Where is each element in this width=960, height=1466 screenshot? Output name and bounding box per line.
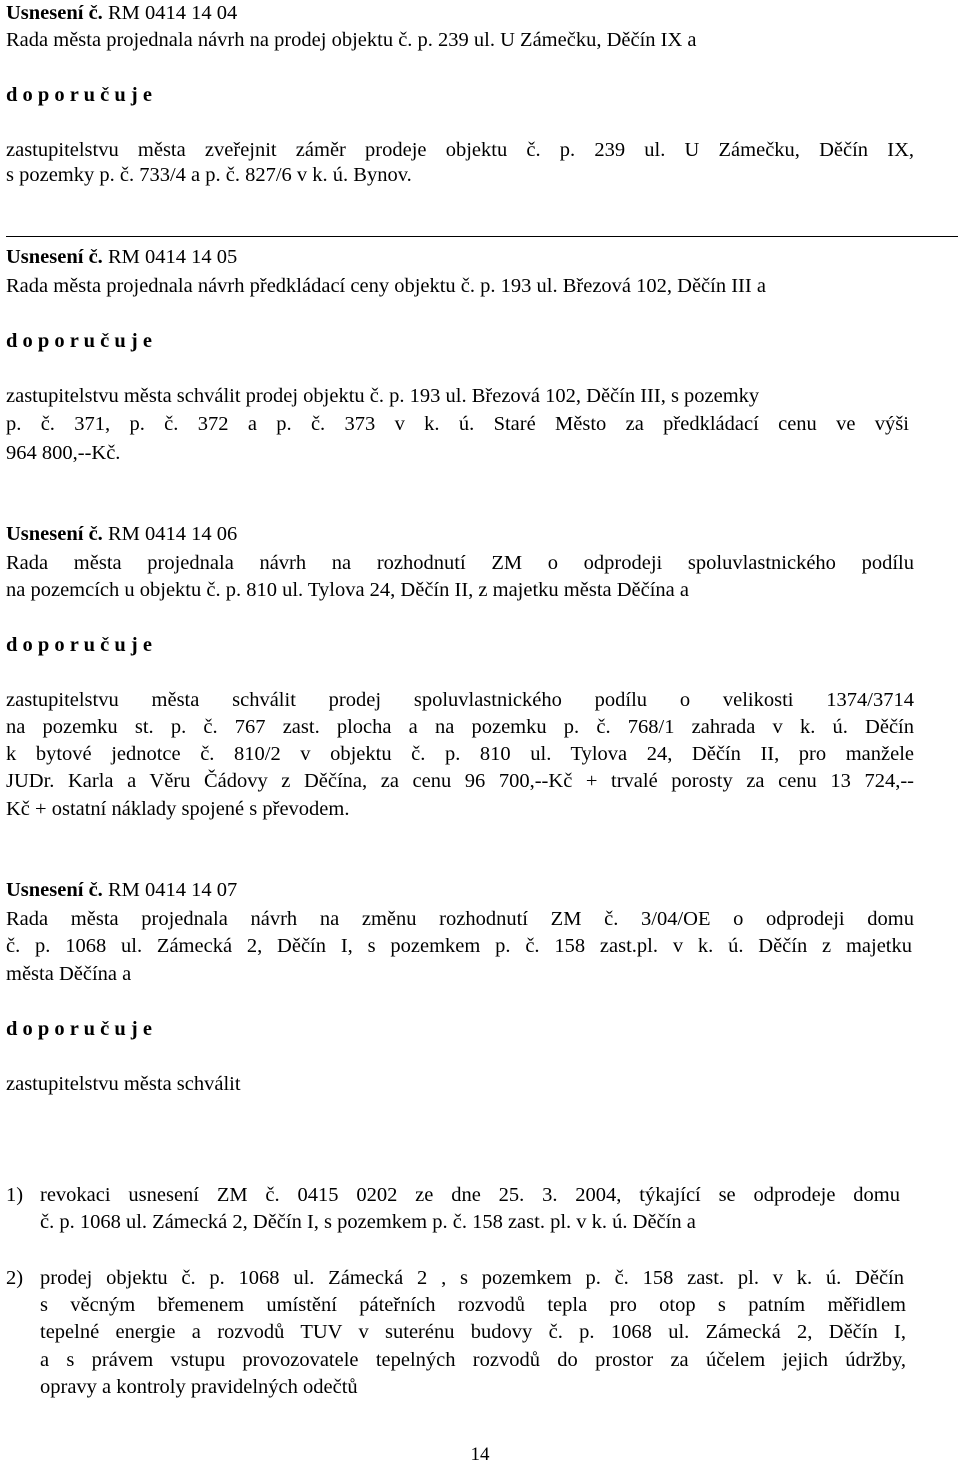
resolution-body-line: zastupitelstvu města schválit prodej spoluvlastnického podílu o velikosti 1374/3714 bbox=[6, 689, 914, 711]
resolution-intro: města Děčína a bbox=[6, 963, 132, 985]
resolution-intro: č. p. 1068 ul. Zámecká 2, Děčín I, s pozemkem p. č. 158 zast.pl. v k. ú. Děčín z majetku bbox=[6, 935, 912, 957]
resolution-heading bbox=[6, 3, 237, 24]
resolution-number: RM 0414 14 04 bbox=[107, 2, 238, 24]
resolution-label: Usnesení č. bbox=[6, 879, 103, 901]
list-item-line: revokaci usnesení ZM č. 0415 0202 ze dne 25. 3. 2004, týkající se odprodeje domu bbox=[40, 1184, 900, 1206]
section-divider bbox=[6, 236, 958, 237]
resolution-body-line: zastupitelstvu města schválit prodej objektu č. p. 193 ul. Březová 102, Děčín III, s pozemky bbox=[6, 385, 760, 407]
resolution-intro: Rada města projednala návrh na rozhodnutí ZM o odprodeji spoluvlastnického podílu bbox=[6, 552, 914, 574]
list-item-line: s věcným břemenem umístění páteřních rozvodů tepla pro otop s patním měřidlem bbox=[40, 1294, 906, 1316]
list-item-line: č. p. 1068 ul. Zámecká 2, Děčín I, s pozemkem p. č. 158 zast. pl. v k. ú. Děčín a bbox=[40, 1211, 696, 1233]
resolution-number: RM 0414 14 05 bbox=[107, 246, 238, 268]
recommends-label: d o p o r u č u j e bbox=[6, 1018, 152, 1040]
resolution-intro: Rada města projednala návrh na prodej objektu č. p. 239 ul. U Zámečku, Děčín IX a bbox=[6, 29, 697, 51]
resolution-body-line: k bytové jednotce č. 810/2 v objektu č. p. 810 ul. Tylova 24, Děčín II, pro manžele bbox=[6, 743, 914, 765]
resolution-intro: Rada města projednala návrh na změnu rozhodnutí ZM č. 3/04/OE o odprodeji domu bbox=[6, 908, 914, 930]
resolution-body-line: p. č. 371, p. č. 372 a p. č. 373 v k. ú. Staré Město za předkládací cenu ve výši bbox=[6, 413, 909, 435]
list-item-line: tepelné energie a rozvodů TUV v suterénu budovy č. p. 1068 ul. Zámecká 2, Děčín I, bbox=[40, 1321, 906, 1343]
resolution-body-line: s pozemky p. č. 733/4 a p. č. 827/6 v k. ú. Bynov. bbox=[6, 164, 412, 186]
resolution-heading bbox=[6, 880, 237, 901]
resolution-heading bbox=[6, 524, 237, 545]
list-item-line: opravy a kontroly pravidelných odečtů bbox=[40, 1376, 358, 1398]
recommends-label: d o p o r u č u j e bbox=[6, 84, 152, 106]
resolution-body-line: zastupitelstvu města zveřejnit záměr prodeje objektu č. p. 239 ul. U Zámečku, Děčín IX, bbox=[6, 139, 914, 161]
resolution-body-line: Kč + ostatní náklady spojené s převodem. bbox=[6, 798, 350, 820]
resolution-body-line: JUDr. Karla a Věru Čádovy z Děčína, za cenu 96 700,--Kč + trvalé porosty za cenu 13 724,-- bbox=[6, 770, 914, 792]
page-number: 14 bbox=[470, 1444, 490, 1465]
resolution-number: RM 0414 14 06 bbox=[107, 523, 238, 545]
list-item-line: prodej objektu č. p. 1068 ul. Zámecká 2 , s pozemkem p. č. 158 zast. pl. v k. ú. Děčín bbox=[40, 1267, 904, 1289]
resolution-body-line: zastupitelstvu města schválit bbox=[6, 1073, 241, 1095]
resolution-heading bbox=[6, 247, 237, 268]
list-item-number: 1) bbox=[6, 1184, 24, 1206]
recommends-label: d o p o r u č u j e bbox=[6, 330, 152, 352]
resolution-label: Usnesení č. bbox=[6, 2, 103, 24]
list-item-line: a s právem vstupu provozovatele tepelných rozvodů do prostor za účelem jejich údržby, bbox=[40, 1349, 906, 1371]
list-item-number: 2) bbox=[6, 1267, 24, 1289]
resolution-intro: na pozemcích u objektu č. p. 810 ul. Tylova 24, Děčín II, z majetku města Děčína a bbox=[6, 579, 690, 601]
resolution-label: Usnesení č. bbox=[6, 523, 103, 545]
resolution-number: RM 0414 14 07 bbox=[107, 879, 238, 901]
resolution-body-line: 964 800,--Kč. bbox=[6, 442, 121, 464]
resolution-intro: Rada města projednala návrh předkládací ceny objektu č. p. 193 ul. Březová 102, Děčín III a bbox=[6, 275, 766, 297]
resolution-body-line: na pozemku st. p. č. 767 zast. plocha a na pozemku p. č. 768/1 zahrada v k. ú. Děčín bbox=[6, 716, 914, 738]
resolution-label: Usnesení č. bbox=[6, 246, 103, 268]
recommends-label: d o p o r u č u j e bbox=[6, 634, 152, 656]
